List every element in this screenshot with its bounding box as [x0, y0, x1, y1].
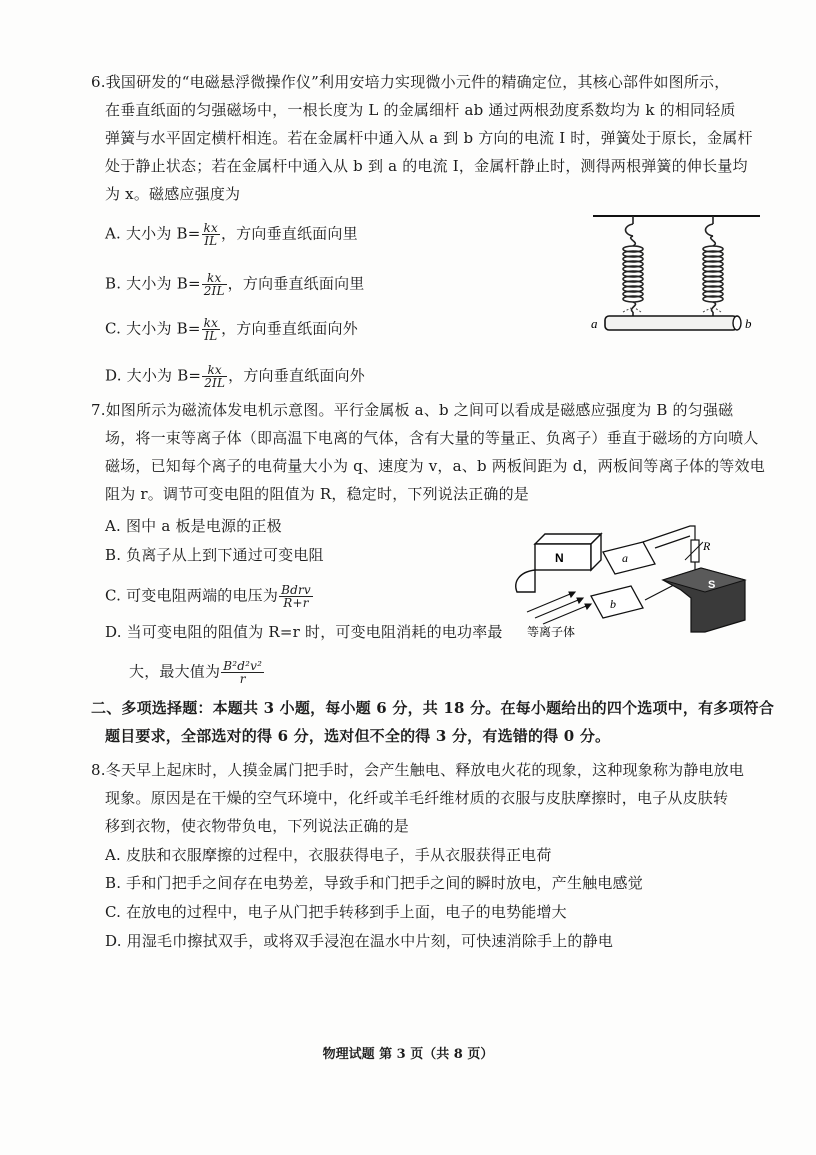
q7-option-b[interactable]: B. 负离子从上到下通过可变电阻	[105, 546, 324, 564]
q6-option-b[interactable]: B. 大小为 B= $\frac{kx}{2IL}$ ，方向垂直纸面向里	[105, 271, 365, 298]
q7-option-c[interactable]: C. 可变电阻两端的电压为 $\frac{\text{Bdrv}}{R+r}$	[105, 583, 311, 610]
q7-stem-line-4: 阻为 r。调节可变电阻的阻值为 R，稳定时，下列说法正确的是	[105, 485, 530, 503]
plasma-caption: 等离子体	[527, 625, 576, 639]
q8-stem-line-3: 移到衣物，使衣物带负电，下列说法正确的是	[105, 817, 410, 835]
q6-option-d[interactable]: D. 大小为 B= $\frac{kx}{2IL}$ ，方向垂直纸面向外	[105, 363, 365, 390]
left-spring	[623, 216, 643, 316]
section2-heading-line-2: 题目要求，全部选对的得 6 分，选对但不全的得 3 分，有选错的得 0 分。	[105, 727, 611, 745]
variable-resistor	[691, 540, 699, 562]
magnet-label-s: S	[708, 579, 716, 591]
plate-label-a: a	[622, 551, 628, 565]
q8-option-c[interactable]: C. 在放电的过程中，电子从门把手转移到手上面，电子的电势能增大	[105, 903, 567, 921]
plate-b	[591, 586, 643, 618]
plasma-flow-arrows	[527, 592, 591, 624]
q6-stem-line-4: 处于静止状态；若在金属杆中通入从 b 到 a 的电流 I，金属杆静止时，测得两根弹簧的伸长量均	[105, 157, 748, 175]
resistor-label-r: R	[703, 539, 711, 553]
q8-stem-line-2: 现象。原因是在干燥的空气环境中，化纤或羊毛纤维材质的衣服与皮肤摩擦时，电子从皮肤转	[105, 789, 729, 807]
q6-stem-line-1: 6.我国研发的“电磁悬浮微操作仪”利用安培力实现微小元件的精确定位，其核心部件如图所示，	[91, 73, 730, 91]
q7-mhd-generator-figure	[505, 520, 760, 640]
q6-stem-line-3: 弹簧与水平固定横杆相连。若在金属杆中通入从 a 到 b 方向的电流 I 时，弹簧处于原长，金属杆	[105, 129, 753, 147]
right-spring	[703, 216, 723, 316]
q6-spring-figure	[585, 212, 765, 342]
q7-option-d-line-2: 大，最大值为 $\frac{\text{B²d²v²}}{r}$	[129, 659, 263, 686]
north-magnet	[516, 534, 601, 592]
section2-heading-line-1: 二、多项选择题：本题共 3 小题，每小题 6 分，共 18 分。在每小题给出的四个选项中，有多项符合	[91, 699, 775, 717]
q6-option-c[interactable]: C. 大小为 B= $\frac{kx}{IL}$ ，方向垂直纸面向外	[105, 316, 358, 343]
q7-option-a[interactable]: A. 图中 a 板是电源的正极	[105, 517, 282, 535]
q7-stem-line-2: 场，将一束等离子体（即高温下电离的气体，含有大量的等量正、负离子）垂直于磁场的方向喷人	[105, 429, 759, 447]
q8-stem-line-1: 8.冬天早上起床时，人摸金属门把手时，会产生触电、释放电火花的现象，这种现象称为静电放电	[91, 761, 745, 779]
q8-option-a[interactable]: A. 皮肤和衣服摩擦的过程中，衣服获得电子，手从衣服获得正电荷	[105, 846, 552, 864]
rod-end-label-b: b	[745, 316, 752, 331]
south-magnet	[663, 568, 745, 632]
metal-rod	[605, 316, 741, 330]
q7-option-d-line-1[interactable]: D. 当可变电阻的阻值为 R=r 时，可变电阻消耗的电功率最	[105, 623, 503, 641]
page-footer: 物理试题 第 3 页（共 8 页）	[322, 1047, 494, 1062]
q8-option-b[interactable]: B. 手和门把手之间存在电势差，导致手和门把手之间的瞬时放电，产生触电感觉	[105, 874, 643, 892]
q6-stem-line-5: 为 x。磁感应强度为	[105, 185, 241, 203]
magnet-label-n: N	[555, 551, 564, 565]
q6-option-a[interactable]: A. 大小为 B= $\frac{kx}{IL}$ ，方向垂直纸面向里	[105, 221, 358, 248]
plate-a	[603, 542, 655, 574]
q7-stem-line-3: 磁场，已知每个离子的电荷量大小为 q、速度为 v，a、b 两板间距为 d，两板间等离子体的等效电	[105, 457, 765, 475]
plate-label-b: b	[610, 597, 616, 611]
q6-stem-line-2: 在垂直纸面的匀强磁场中，一根长度为 L 的金属细杆 ab 通过两根劲度系数均为 k 的相同轻质	[105, 101, 736, 119]
q8-option-d[interactable]: D. 用湿毛巾擦拭双手，或将双手浸泡在温水中片刻，可快速消除手上的静电	[105, 932, 614, 950]
q7-stem-line-1: 7.如图所示为磁流体发电机示意图。平行金属板 a、b 之间可以看成是磁感应强度为 B 的匀强磁	[91, 401, 734, 419]
rod-end-label-a: a	[591, 316, 598, 331]
